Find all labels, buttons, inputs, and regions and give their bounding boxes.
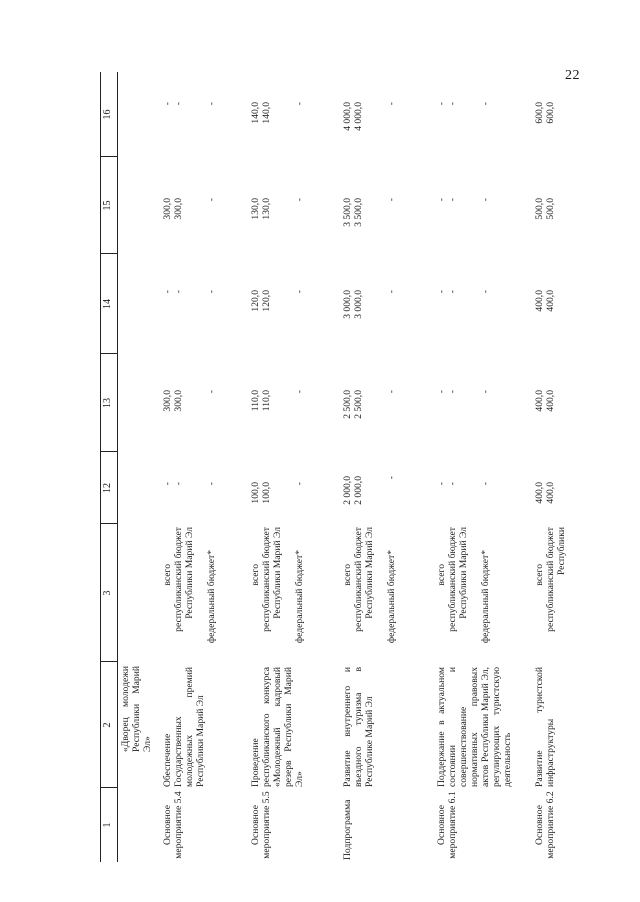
- page-number: 22: [565, 68, 580, 83]
- row-3-col13-0: 2 500,0: [342, 390, 353, 419]
- row-3-col14-2: -: [386, 290, 397, 294]
- row-2-col13-1: 110,0: [261, 390, 272, 412]
- row-2-col14-0: 120,0: [250, 290, 261, 312]
- row-4-col14-1: -: [447, 290, 458, 294]
- row-4-col12-2: -: [480, 482, 491, 486]
- row-4-col3-1: республиканский бюджет Республики Марий Эл: [447, 527, 469, 632]
- row-4-col2: Поддержание в актуальном состоянии и совершенствование нормативных правовых актов Республики Марий Эл, регулирующих туристскую деятельность: [436, 667, 513, 787]
- row-3-col16-1: 4 000,0: [353, 102, 364, 131]
- row-1-col3-2: федеральный бюджет*: [206, 550, 217, 644]
- row-1-col16-2: -: [206, 102, 217, 106]
- row-1-col13-0: 300,0: [162, 390, 173, 412]
- row-1-col15-1: 300,0: [173, 198, 184, 220]
- row-2-col1: Основное мероприятие 5.5: [250, 791, 272, 859]
- row-1-col14-1: -: [173, 290, 184, 294]
- header-col-3: 3: [102, 590, 113, 596]
- row-4-col13-2: -: [480, 390, 491, 394]
- row-1-col16-0: -: [162, 102, 173, 106]
- row-3-col12-2: -: [386, 476, 397, 480]
- row-3-col14-0: 3 000,0: [342, 290, 353, 319]
- row-5-col16-0: 600,0: [534, 102, 545, 124]
- row-3-col15-2: -: [386, 198, 397, 202]
- row-4-col15-1: -: [447, 198, 458, 202]
- row-1-col15-2: -: [206, 198, 217, 202]
- header-col-12: 12: [102, 483, 113, 493]
- row-4-col12-0: -: [436, 482, 447, 486]
- row-2-col14-2: -: [294, 290, 305, 294]
- row-2-col16-1: 140,0: [261, 102, 272, 124]
- row-1-col3-1: республиканский бюджет Республики Марий Эл: [173, 527, 195, 632]
- row-4-col1: Основное мероприятие 6.1: [436, 791, 458, 859]
- row-5-col12-0: 400,0: [534, 482, 545, 504]
- row-3-col16-2: -: [386, 102, 397, 106]
- row-3-col3-2: федеральный бюджет*: [386, 550, 397, 644]
- row-2-col12-2: -: [294, 482, 305, 486]
- budget-table: [100, 72, 570, 862]
- row-4-col16-0: -: [436, 102, 447, 106]
- row-1-col12-2: -: [206, 482, 217, 486]
- header-col-15: 15: [102, 200, 113, 211]
- row-3-col14-1: 3 000,0: [353, 290, 364, 319]
- row-2-col2: Проведение республиканского конкурса «Молодежный кадровый резерв Республики Марий Эл»: [250, 667, 305, 787]
- row-5-col14-1: 400,0: [545, 290, 556, 312]
- row-5-col2: Развитие туристской инфраструктуры: [534, 667, 556, 787]
- row-2-col13-0: 110,0: [250, 390, 261, 412]
- row-4-col12-1: -: [447, 482, 458, 486]
- row-5-col12-1: 400,0: [545, 482, 556, 504]
- row-2-col15-0: 130,0: [250, 198, 261, 220]
- row-2-col13-2: -: [294, 390, 305, 394]
- row-2-col3-2: федеральный бюджет*: [294, 550, 305, 644]
- row-4-col15-0: -: [436, 198, 447, 202]
- row-3-col13-2: -: [386, 390, 397, 394]
- header-col-2: 2: [102, 722, 113, 728]
- row-2-col3-1: республиканский бюджет Республики Марий Эл: [261, 527, 283, 632]
- row-1-col15-0: 300,0: [162, 198, 173, 220]
- row-3-col2: Развитие внутреннего и въездного туризма в Республике Марий Эл: [342, 667, 375, 787]
- row-5-col3-1: республиканский бюджет Республики: [545, 527, 567, 632]
- row-5-col14-0: 400,0: [534, 290, 545, 312]
- row-1-col1: Основное мероприятие 5.4: [162, 791, 184, 859]
- row-3-col12-0: 2 000,0: [342, 476, 353, 505]
- row-4-col16-2: -: [480, 102, 491, 106]
- row-0-col2: «Дворец молодежи Республики Марий Эл»: [120, 666, 153, 752]
- table-top-border: [100, 72, 101, 862]
- row-2-col14-1: 120,0: [261, 290, 272, 312]
- row-1-col12-0: -: [162, 482, 173, 486]
- row-2-col16-2: -: [294, 102, 305, 106]
- row-3-col15-1: 3 500,0: [353, 198, 364, 227]
- row-4-col3-0: всего: [436, 564, 447, 586]
- row-1-col2: Обеспечение Государственных молодежных премий Республики Марий Эл: [162, 667, 206, 787]
- header-col-16: 16: [102, 109, 113, 120]
- row-1-col12-1: -: [173, 482, 184, 486]
- row-4-col14-2: -: [480, 290, 491, 294]
- row-4-col13-1: -: [447, 390, 458, 394]
- row-4-col14-0: -: [436, 290, 447, 294]
- row-2-col15-2: -: [294, 198, 305, 202]
- row-1-col3-0: всего: [162, 564, 173, 586]
- row-3-col13-1: 2 500,0: [353, 390, 364, 419]
- row-4-col15-2: -: [480, 198, 491, 202]
- row-5-col1: Основное мероприятие 6.2: [534, 791, 556, 859]
- row-4-col3-2: федеральный бюджет*: [480, 550, 491, 644]
- row-4-col13-0: -: [436, 390, 447, 394]
- row-1-col13-1: 300,0: [173, 390, 184, 412]
- row-1-col13-2: -: [206, 390, 217, 394]
- header-col-1: 1: [102, 822, 113, 828]
- row-1-col16-1: -: [173, 102, 184, 106]
- row-3-col15-0: 3 500,0: [342, 198, 353, 227]
- row-1-col14-0: -: [162, 290, 173, 294]
- row-5-col13-0: 400,0: [534, 390, 545, 412]
- row-1-col14-2: -: [206, 290, 217, 294]
- row-3-col16-0: 4 000,0: [342, 102, 353, 131]
- row-4-col16-1: -: [447, 102, 458, 106]
- row-3-col12-1: 2 000,0: [353, 476, 364, 505]
- header-bottom-border: [117, 72, 118, 862]
- row-3-col1: Подпрограмма: [342, 799, 353, 860]
- row-5-col15-0: 500,0: [534, 198, 545, 220]
- row-5-col3-0: всего: [534, 564, 545, 586]
- row-5-col16-1: 600,0: [545, 102, 556, 124]
- row-2-col16-0: 140,0: [250, 102, 261, 124]
- row-3-col3-0: всего: [342, 564, 353, 586]
- row-5-col13-1: 400,0: [545, 390, 556, 412]
- row-2-col3-0: всего: [250, 564, 261, 586]
- header-col-13: 13: [102, 398, 113, 408]
- row-3-col3-1: республиканский бюджет Республики Марий Эл: [353, 527, 375, 632]
- row-5-col15-1: 500,0: [545, 198, 556, 220]
- header-col-14: 14: [102, 299, 113, 309]
- row-2-col12-1: 100,0: [261, 482, 272, 504]
- row-2-col15-1: 130,0: [261, 198, 272, 220]
- row-2-col12-0: 100,0: [250, 482, 261, 504]
